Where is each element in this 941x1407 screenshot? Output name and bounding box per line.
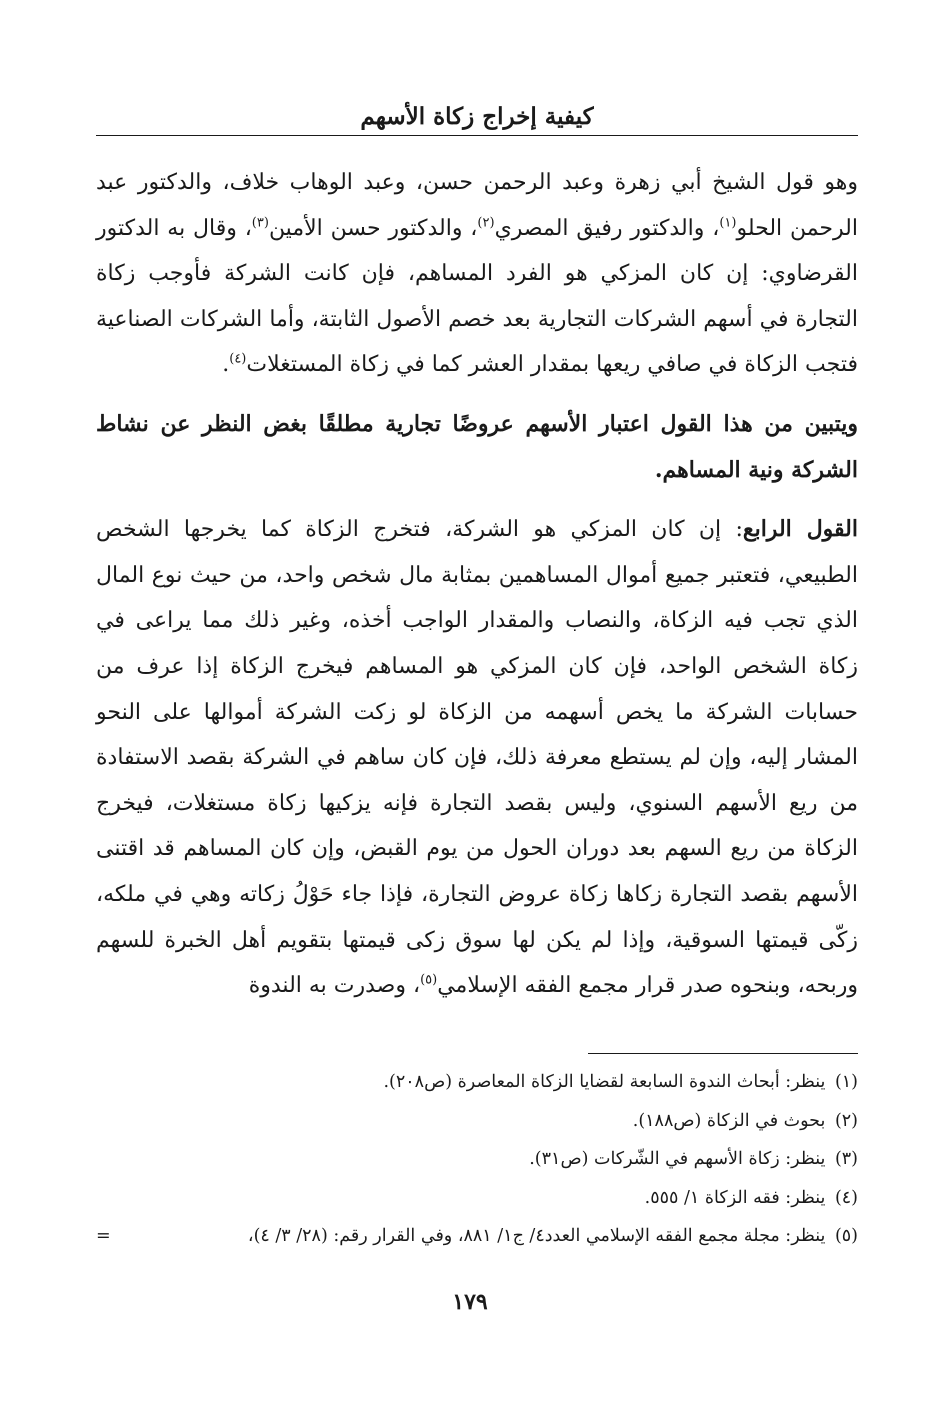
footnote-separator <box>588 1053 858 1054</box>
footnote-number: (٣) <box>834 1149 858 1169</box>
paragraph-1-text-b: ، والدكتور رفيق المصري <box>494 215 720 241</box>
paragraph-1-text-d: ، وقال به الدكتور القرضاوي: إن كان المزكي هو الفرد المساهم، فإن كانت الشركة فأوجب زكاة التجارة في أسهم الشركات التجارية بعد خصم الأصول الثابتة، وأما الشركات الصناعية فتجب الزكاة في صافي ريعها بمقدار العشر كما في زكاة المستغلات <box>96 215 858 378</box>
footnote-ref-3: (٣) <box>251 215 269 231</box>
paragraph-2-emphasis: ويتبين من هذا القول اعتبار الأسهم عروضًا تجارية مطلقًا بغض النظر عن نشاط الشركة ونية المساهم. <box>96 410 858 483</box>
running-header: كيفية إخراج زكاة الأسهم <box>360 103 594 130</box>
paragraph-3 <box>96 507 858 1009</box>
footnotes <box>96 1063 858 1256</box>
footnote-3 <box>96 1140 858 1179</box>
main-text <box>96 160 858 1009</box>
paragraph-1-text-c: ، والدكتور حسن الأمين <box>268 215 478 241</box>
footnote-text: ينظر: زكاة الأسهم في الشّركات (ص٣١). <box>529 1149 826 1169</box>
footnote-text: ينظر: مجلة مجمع الفقه الإسلامي العدد٤/ ج١/ ٨٨١، وفي القرار رقم: (٢٨/ ٣/ ٤)، <box>247 1226 826 1246</box>
footnote-5 <box>96 1217 858 1256</box>
footnote-text: ينظر: فقه الزكاة ١/ ٥٥٥. <box>644 1187 826 1208</box>
footnote-ref-2: (٢) <box>477 215 495 231</box>
footnote-number: (٥) <box>834 1226 858 1246</box>
paragraph-1-text-e: . <box>222 352 230 378</box>
footnote-number: (١) <box>834 1072 858 1092</box>
footnote-text: بحوث في الزكاة (ص١٨٨). <box>632 1110 826 1131</box>
footnote-1 <box>96 1063 858 1102</box>
header-rule <box>96 135 858 136</box>
footnote-number: (٤) <box>834 1187 858 1208</box>
footnote-number: (٢) <box>834 1110 858 1131</box>
paragraph-1-text-a: وهو قول الشيخ أبي زهرة وعبد الرحمن حسن، وعبد الوهاب خلاف، والدكتور عبد الرحمن الحلو <box>96 170 858 241</box>
footnote-text: ينظر: أبحاث الندوة السابعة لقضايا الزكاة المعاصرة (ص٢٠٨). <box>383 1072 826 1092</box>
footnote-4 <box>96 1179 858 1218</box>
paragraph-3-text-a: : إن كان المزكي هو الشركة، فتخرج الزكاة كما يخرجها الشخص الطبيعي، فتعتبر جميع أموال المساهمين بمثابة مال شخص واحد، من حيث نوع المال الذي تجب فيه الزكاة، والنصاب والمقدار الواجب أخذه، وغير ذلك مما يراعى في زكاة الشخص الواحد، فإن كان المزكي هو المساهم فيخرج الزكاة إذا عرف من حسابات الشركة ما يخص أسهمه من الزكاة لو زكت الشركة أموالها على النحو المشار إليه، وإن لم يستطع معرفة ذلك، فإن كان ساهم في الشركة بقصد الاستفادة من ريع الأسهم السنوي، وليس بقصد التجارة فإنه يزكيها زكاة مستغلات، فيخرج الزكاة من ريع السهم بعد دوران الحول من يوم القبض، وإن كان المساهم قد اقتنى الأسهم بقصد التجارة زكاها زكاة عروض التجارة، فإذا جاء حَوْلُ زكاته وهي في ملكه، زكّى قيمتها السوقية، وإذا لم يكن لها سوق زكى قيمتها بتقويم أهل الخبرة للسهم وربحه، وبنحوه صدر قرار مجمع الفقه الإسلامي <box>96 517 858 999</box>
footnote-ref-1: (١) <box>719 215 737 231</box>
paragraph-1 <box>96 160 858 388</box>
continuation-mark: = <box>96 1226 111 1246</box>
page-number: ١٧٩ <box>452 1289 488 1315</box>
footnote-ref-4: (٤) <box>229 352 247 368</box>
footnote-2 <box>96 1102 858 1141</box>
footnote-ref-5: (٥) <box>420 972 438 988</box>
fourth-opinion-label: القول الرابع <box>742 516 858 543</box>
paragraph-3-text-b: ، وصدرت به الندوة <box>248 973 421 999</box>
